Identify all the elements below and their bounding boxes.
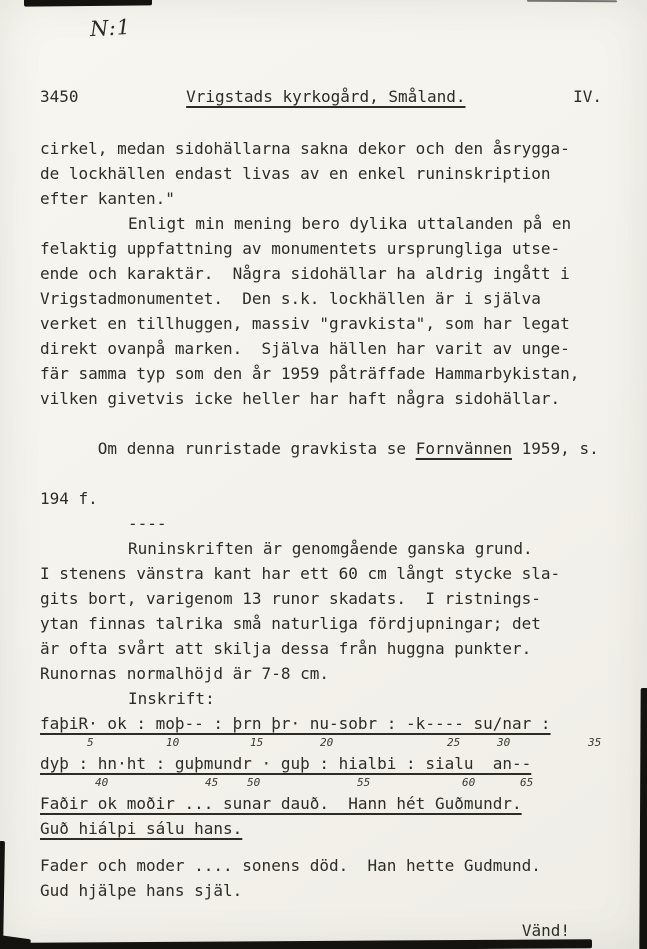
- rune-count-ruler-1: [40, 736, 602, 751]
- normalized-norse-line-2: Guð hiálpi sálu hans.: [40, 819, 243, 838]
- text-line: verket en tillhuggen, massiv "gravkista", som har legat: [40, 314, 570, 333]
- text-line: Runinskriften är genomgående ganska grund.: [128, 539, 533, 558]
- text-line: ytan finnas talrika små naturliga fördjupningar; det: [40, 614, 541, 633]
- rune-count-number: 30: [497, 736, 511, 749]
- text-line: Vrigstadmonumentet. Den s.k. lockhällen är i själva: [40, 289, 541, 308]
- text-line: felaktig uppfattning av monumentets ursprungliga utse-: [40, 239, 561, 258]
- text-line: de lockhällen endast livas av en enkel runinskription: [40, 164, 551, 183]
- rune-count-number: 45: [205, 776, 219, 789]
- text-line: Enligt min mening bero dylika uttalanden på en: [128, 214, 572, 233]
- text-line: gits bort, varigenom 13 runor skadats. I ristnings-: [40, 589, 541, 608]
- rune-count-number: 5: [87, 736, 94, 749]
- page-header: [40, 84, 602, 109]
- transliteration-line-1: faþiR· ok : moþ-- : þrn þr· nu-sobr : -k---- su/nar :: [40, 714, 551, 733]
- text-line: efter kanten.": [40, 189, 175, 208]
- text-line: är ofta svårt att skilja dessa från huggna punkter.: [40, 639, 532, 658]
- rune-count-number: 50: [247, 776, 261, 789]
- rune-count-number: 35: [588, 736, 602, 749]
- transliteration-line-2: dyþ : hn·ht : guþmundr · guþ : hialbi : sialu an--: [40, 754, 532, 773]
- inscription-label: Inskrift:: [128, 689, 215, 708]
- text-line: fär samma typ som den år 1959 påträffade Hammarbykistan,: [40, 364, 580, 383]
- turn-page-note: Vänd!: [521, 921, 570, 940]
- rune-count-number: 25: [447, 736, 461, 749]
- text-line: Runornas normalhöjd är 7-8 cm.: [40, 664, 329, 683]
- text-line: [40, 411, 602, 486]
- page-title: Vrigstads kyrkogård, Småland.: [186, 87, 466, 106]
- rune-count-number: 65: [520, 776, 534, 789]
- text-fragment: 1959, s.: [512, 439, 599, 458]
- text-line: Fader och moder .... sonens död. Han hette Gudmund.: [40, 856, 541, 875]
- text-line: direkt ovanpå marken. Själva hällen har varit av unge-: [40, 339, 570, 358]
- journal-reference: Fornvännen: [415, 439, 513, 458]
- normalized-norse-line-1: Faðir ok moðir ... sunar dauð. Hann hét Guðmundr.: [40, 794, 522, 813]
- separator-dashes: ----: [128, 514, 167, 533]
- rune-count-number: 10: [166, 736, 180, 749]
- rune-count-number: 15: [250, 736, 264, 749]
- text-fragment: Om denna runristade gravkista se: [97, 439, 416, 458]
- catalog-number: 3450: [40, 87, 79, 106]
- text-line: Gud hjälpe hans själ.: [40, 881, 243, 900]
- rune-count-number: 40: [95, 776, 109, 789]
- text-line: I stenens vänstra kant har ett 60 cm långt stycke sla-: [40, 564, 561, 583]
- rune-count-number: 55: [357, 776, 371, 789]
- swedish-translation: [40, 853, 602, 903]
- text-line: vilken givetvis icke heller har haft några sidohällar.: [40, 389, 561, 408]
- volume-numeral: IV.: [573, 87, 602, 106]
- text-line: cirkel, medan sidohällarna sakna dekor och den åsrygga-: [40, 139, 570, 158]
- rune-count-number: 60: [462, 776, 476, 789]
- handwritten-note: N:1: [89, 14, 132, 42]
- rune-count-ruler-2: [40, 776, 602, 791]
- rune-count-number: 20: [320, 736, 334, 749]
- text-line: ende och karaktär. Några sidohällar ha aldrig ingått i: [40, 264, 570, 283]
- text-line: 194 f.: [40, 489, 98, 508]
